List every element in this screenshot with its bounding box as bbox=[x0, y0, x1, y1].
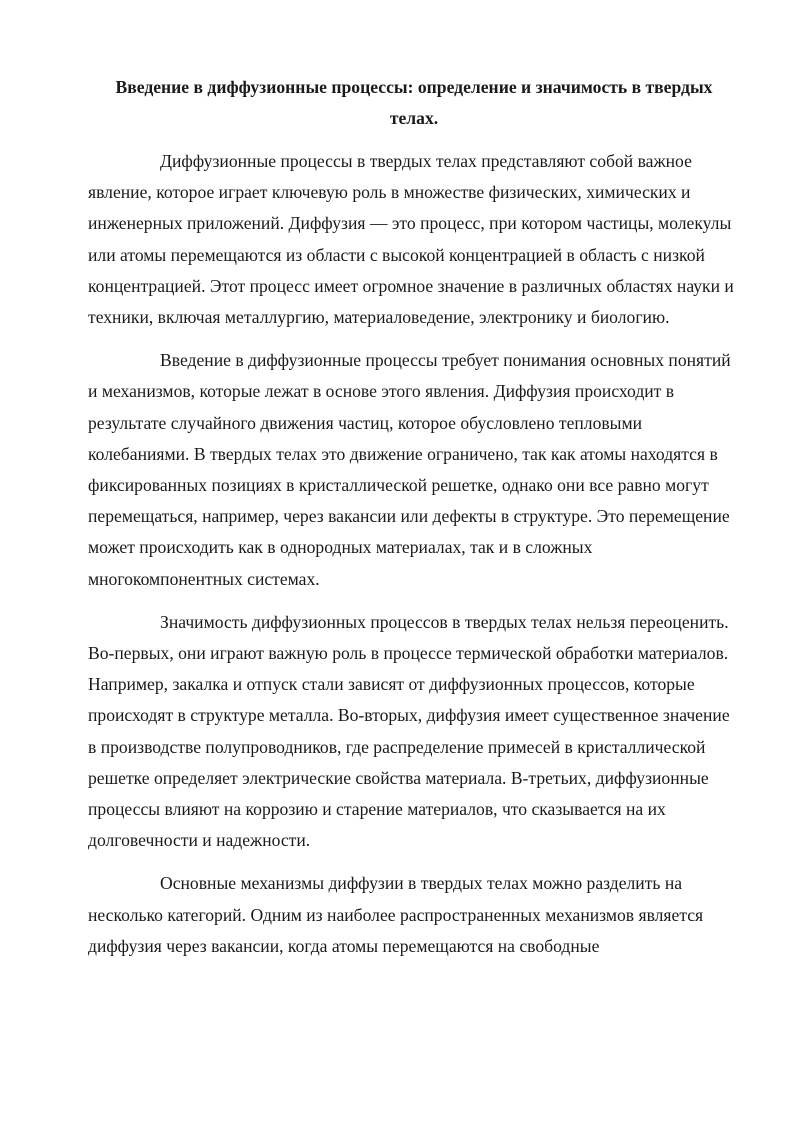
paragraph-1: Диффузионные процессы в твердых телах представляют собой важное явление, которое играет ключевую роль в множестве физических, химических и инженерных приложений. Диффузия — это процесс, при котором частицы, молекулы или атомы перемещаются из области с высокой концентрацией в область с низкой концентрацией. Этот процесс имеет огромное значение в различных областях науки и техники, включая металлургию, материаловедение, электронику и биологию. bbox=[88, 151, 734, 328]
paragraph-3: Значимость диффузионных процессов в твердых телах нельзя переоценить. Во-первых, они играют важную роль в процессе термической обработки материалов. Например, закалка и отпуск стали зависят от диффузионных процессов, которые происходят в структуре металла. Во-вторых, диффузия имеет существенное значение в производстве полупроводников, где распределение примесей в кристаллической решетке определяет электрические свойства материала. В-третьих, диффузионные процессы влияют на коррозию и старение материалов, что сказывается на их долговечности и надежности. bbox=[88, 611, 730, 851]
document-title: Введение в диффузионные процессы: определение и значимость в твердых телах. bbox=[115, 77, 713, 128]
paragraph-4: Основные механизмы диффузии в твердых телах можно разделить на несколько категорий. Одним из наиболее распространенных механизмов является диффузия через вакансии, когда атомы перемещаются на свободные bbox=[88, 873, 704, 956]
paragraph-2: Введение в диффузионные процессы требует понимания основных понятий и механизмов, которые лежат в основе этого явления. Диффузия происходит в результате случайного движения частиц, которое обусловлено тепловыми колебаниями. В твердых телах это движение ограничено, так как атомы находятся в фиксированных позициях в кристаллической решетке, однако они все равно могут перемещаться, например, через вакансии или дефекты в структуре. Это перемещение может происходить как в однородных материалах, так и в сложных многокомпонентных системах. bbox=[88, 350, 731, 589]
document-body bbox=[88, 72, 740, 974]
